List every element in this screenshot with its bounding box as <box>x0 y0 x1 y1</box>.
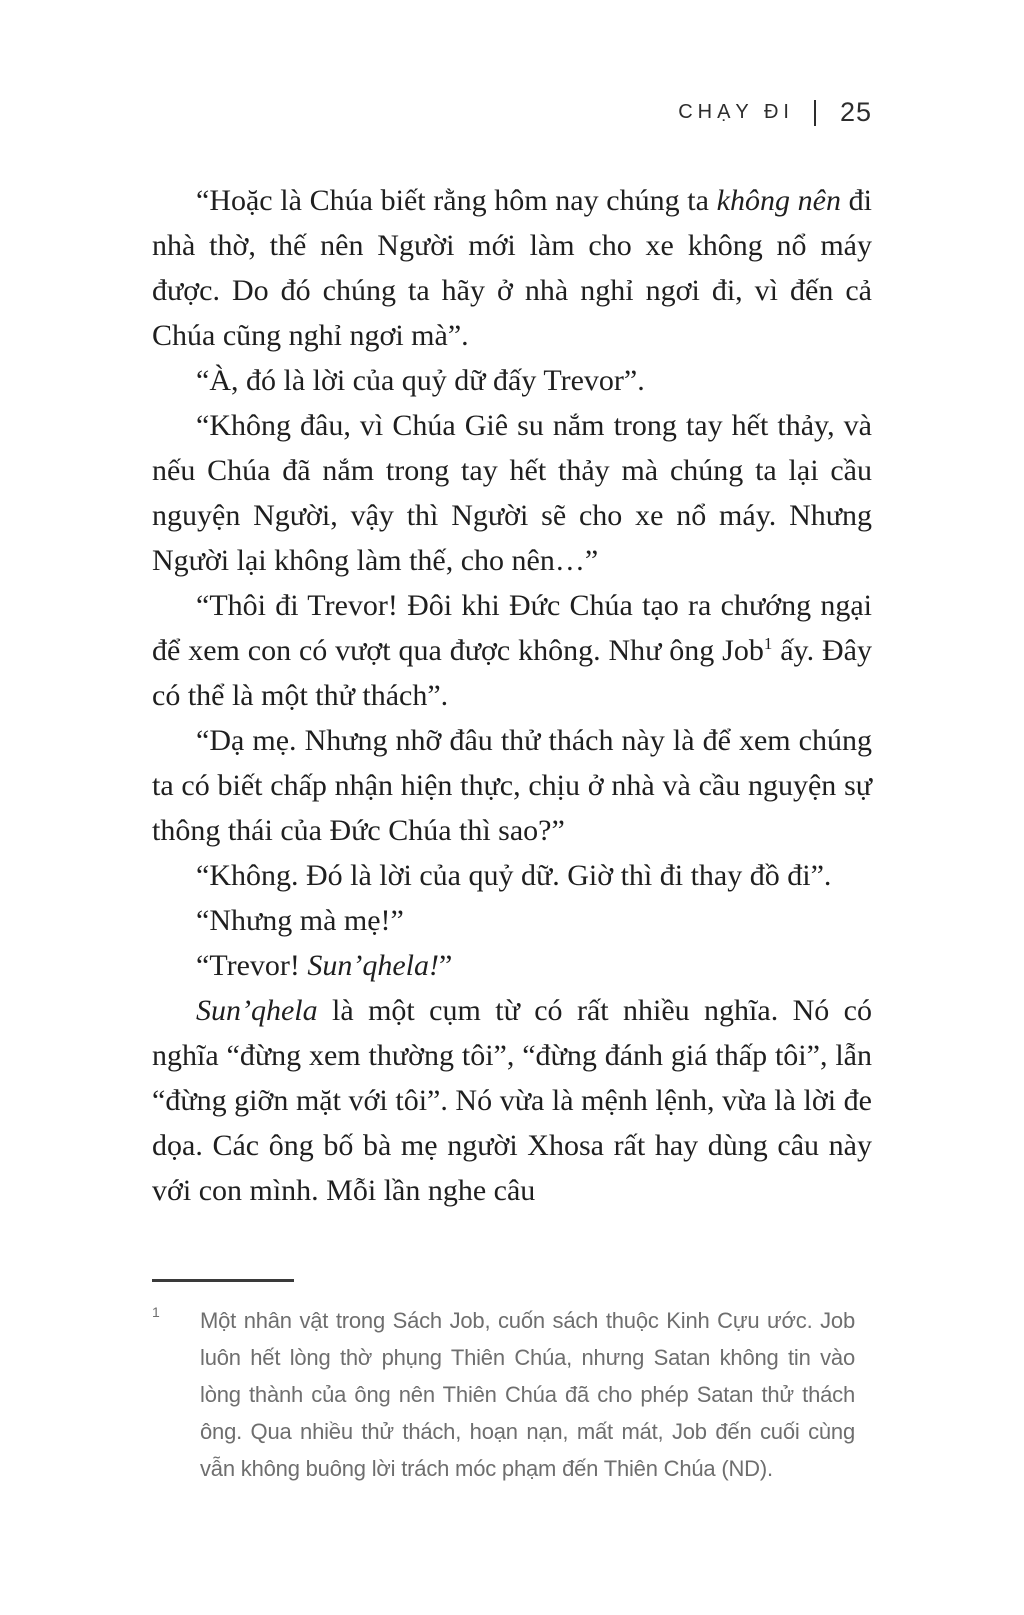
header-separator-bar <box>814 100 816 126</box>
text-segment: “Không. Đó là lời của quỷ dữ. Giờ thì đi thay đồ đi”. <box>196 859 832 892</box>
text-segment: “Thôi đi Trevor! Đôi khi Đức Chúa tạo ra chướng ngại để xem con có vượt qua được không. Như ông Job <box>152 589 872 667</box>
text-segment: Sun’qhela <box>196 994 318 1027</box>
footnote-reference: 1 <box>763 634 773 653</box>
paragraph <box>152 583 872 718</box>
paragraph <box>152 358 872 403</box>
paragraph <box>152 718 872 853</box>
text-segment: “Trevor! <box>196 949 308 982</box>
paragraph <box>152 898 872 943</box>
text-segment: ” <box>439 949 453 982</box>
footnote-marker: 1 <box>152 1304 160 1320</box>
text-segment: không nên <box>716 184 841 217</box>
running-title: CHẠY ĐI <box>678 101 794 123</box>
paragraph <box>152 943 872 988</box>
text-segment: “À, đó là lời của quỷ dữ đấy Trevor”. <box>196 364 645 397</box>
body-text <box>152 178 872 1213</box>
text-segment: “Nhưng mà mẹ!” <box>196 904 404 937</box>
paragraph <box>152 178 872 358</box>
footnote-text: Một nhân vật trong Sách Job, cuốn sách thuộc Kinh Cựu ước. Job luôn hết lòng thờ phụng Thiên Chúa, nhưng Satan không tin vào lòng thành của ông nên Thiên Chúa đã cho phép Satan thử thách ông. Qua nhiều thử thách, hoạn nạn, mất mát, Job đến cuối cùng vẫn không buông lời trách móc phạm đến Thiên Chúa (ND). <box>200 1308 855 1481</box>
book-page <box>152 0 872 1487</box>
text-segment: là một cụm từ có rất nhiều nghĩa. Nó có nghĩa “đừng xem thường tôi”, “đừng đánh giá thấp tôi”, lẫn “đừng giỡn mặt với tôi”. Nó vừa là mệnh lệnh, vừa là lời đe dọa. Các ông bố bà mẹ người Xhosa rất hay dùng câu này với con mình. Mỗi lần nghe câu <box>152 994 872 1207</box>
text-segment: “Hoặc là Chúa biết rằng hôm nay chúng ta <box>196 184 717 217</box>
text-segment: “Dạ mẹ. Nhưng nhỡ đâu thử thách này là để xem chúng ta có biết chấp nhận hiện thực, chịu ở nhà và cầu nguyện sự thông thái của Đức Chúa thì sao?” <box>152 724 872 847</box>
text-segment: ấy. Đây có thể là một thử thách”. <box>152 634 872 712</box>
text-segment: “Không đâu, vì Chúa Giê su nắm trong tay hết thảy, và nếu Chúa đã nắm trong tay hết thảy mà chúng ta lại cầu nguyện Người, vậy thì Người sẽ cho xe nổ máy. Nhưng Người lại không làm thế, cho nên…” <box>152 409 872 577</box>
paragraph <box>152 853 872 898</box>
paragraph <box>152 403 872 583</box>
paragraph <box>152 988 872 1213</box>
footnote <box>152 1302 872 1487</box>
text-segment: đi nhà thờ, thế nên Người mới làm cho xe không nổ máy được. Do đó chúng ta hãy ở nhà nghỉ ngơi đi, vì đến cả Chúa cũng nghỉ ngơi mà”. <box>152 184 873 352</box>
footnote-separator-rule <box>152 1279 294 1282</box>
page-number: 25 <box>839 97 872 127</box>
text-segment: Sun’qhela! <box>307 949 440 982</box>
running-header <box>152 97 872 128</box>
